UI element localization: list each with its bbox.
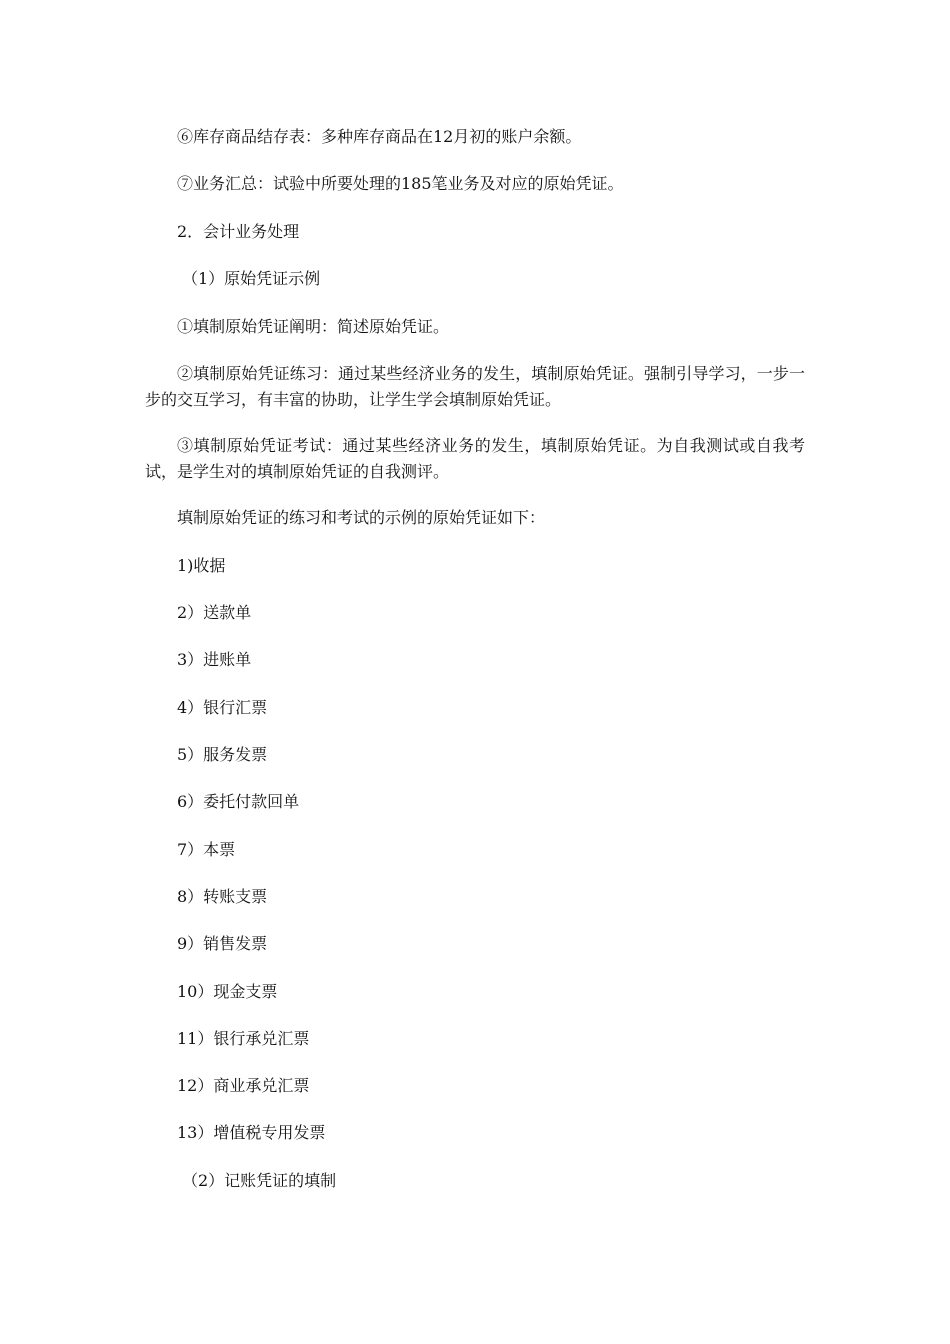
- list-item: 1)收据: [177, 556, 226, 575]
- list-item: 13）增值税专用发票: [177, 1123, 326, 1142]
- list-item: 10）现金支票: [177, 982, 278, 1001]
- list-item: 6）委托付款回单: [177, 792, 300, 811]
- paragraph-inventory-table: ⑥库存商品结存表：多种库存商品在12月初的账户余额。: [177, 127, 582, 146]
- list-item: 11）银行承兑汇票: [177, 1029, 310, 1048]
- list-item: 8）转账支票: [177, 887, 268, 906]
- subsection-heading-accounting-vouchers: （2）记账凭证的填制: [182, 1171, 337, 1190]
- list-item: 4）银行汇票: [177, 698, 268, 717]
- paragraph-exam: ③填制原始凭证考试：通过某些经济业务的发生，填制原始凭证。为自我测试或自我考试，是学生对的填制原始凭证的自我测评。: [145, 436, 805, 481]
- list-item: 2）送款单: [177, 603, 252, 622]
- paragraph-practice: ②填制原始凭证练习：通过某些经济业务的发生，填制原始凭证。强制引导学习，一步一步的交互学习，有丰富的协助，让学生学会填制原始凭证。: [145, 364, 805, 409]
- list-item: 3）进账单: [177, 650, 252, 669]
- paragraph-list-intro: 填制原始凭证的练习和考试的示例的原始凭证如下：: [177, 508, 546, 527]
- paragraph-explanation: ①填制原始凭证阐明：简述原始凭证。: [177, 317, 450, 336]
- list-item: 5）服务发票: [177, 745, 268, 764]
- paragraph-business-summary: ⑦业务汇总：试验中所要处理的185笔业务及对应的原始凭证。: [177, 174, 624, 193]
- list-item: 7）本票: [177, 840, 236, 859]
- subsection-heading-original-vouchers: （1）原始凭证示例: [182, 269, 321, 288]
- section-heading-accounting: 2．会计业务处理: [177, 222, 300, 241]
- list-item: 9）销售发票: [177, 934, 268, 953]
- list-item: 12）商业承兑汇票: [177, 1076, 310, 1095]
